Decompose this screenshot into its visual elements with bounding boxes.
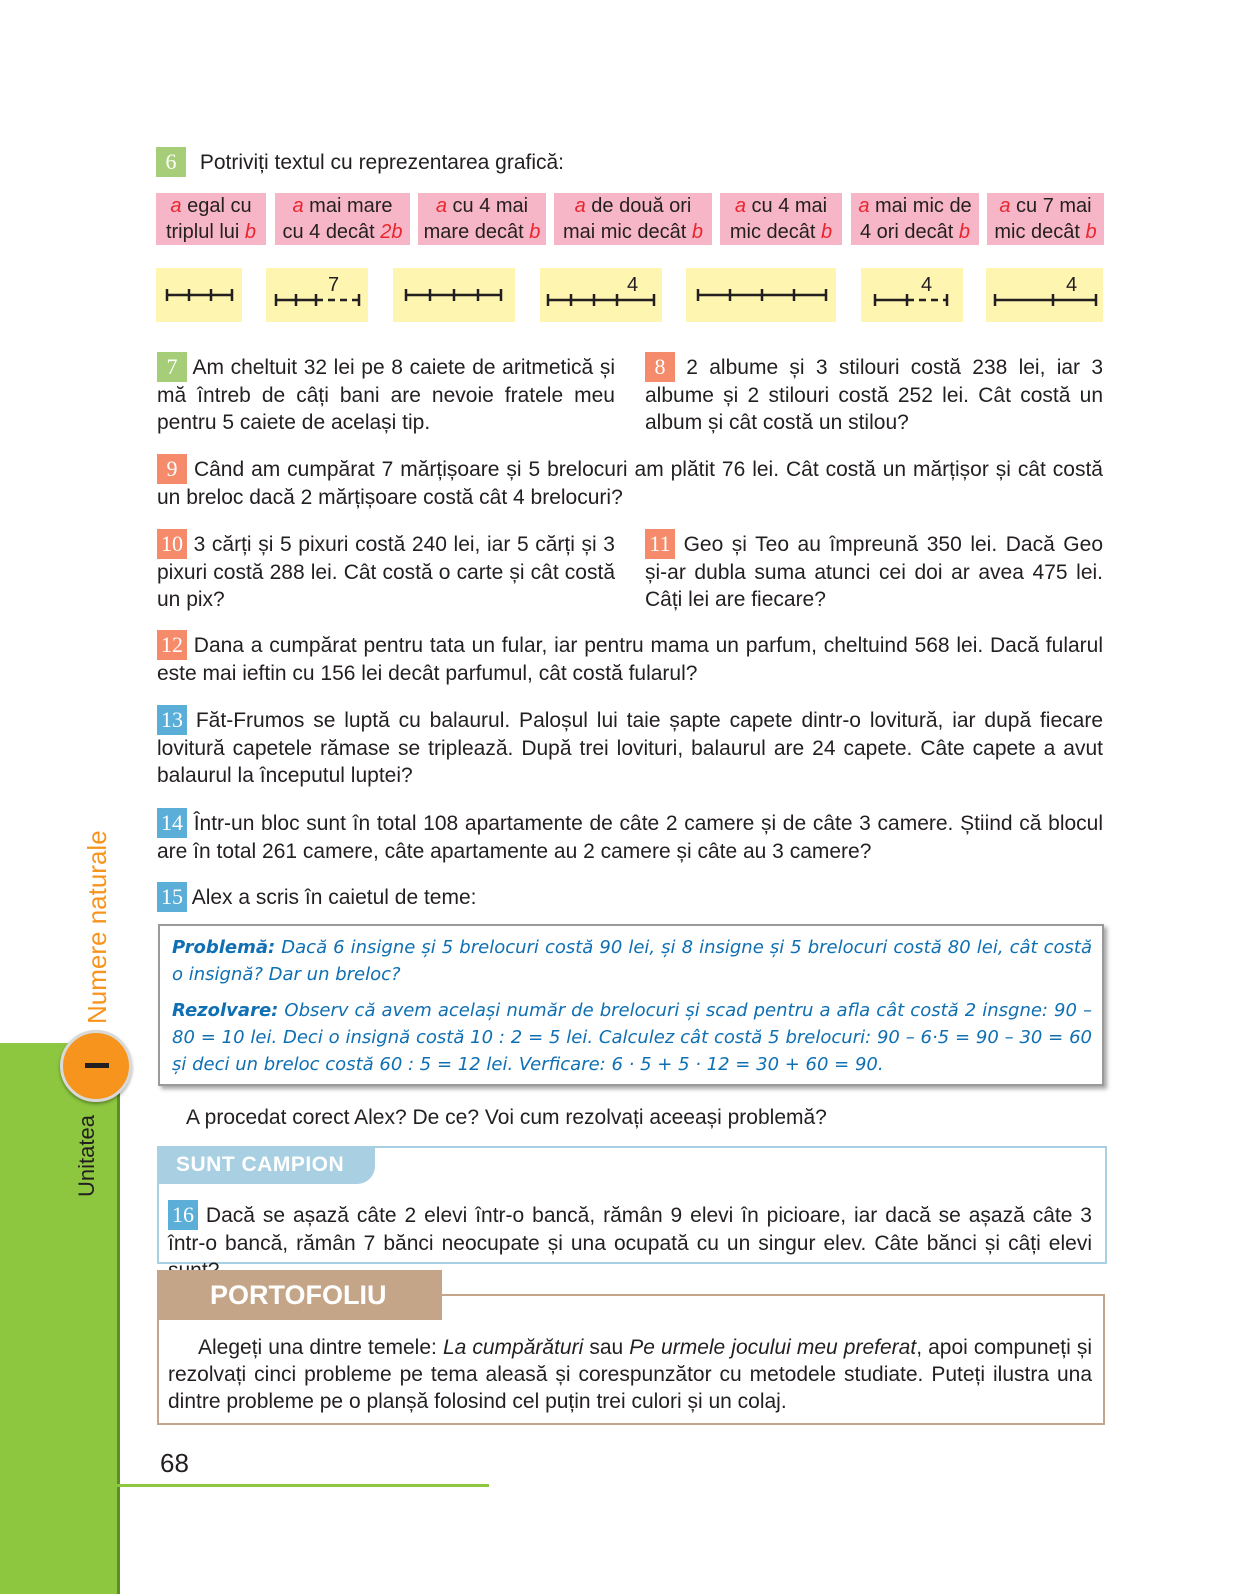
unit-numeral-glyph bbox=[85, 1063, 109, 1068]
exercise-text: Într-un bloc sunt în total 108 apartamente de câte 2 camere și de câte 3 camere. Știind că blocul are în total 261 camere, câte apartamente au 2 camere și câte au 3 camere? bbox=[157, 812, 1104, 863]
segment-diagram-drawing bbox=[266, 268, 368, 322]
unit-number-badge bbox=[60, 1030, 132, 1102]
segment-label: 4 bbox=[921, 274, 933, 296]
exercise-15 bbox=[157, 882, 1103, 912]
segment-diagram-drawing bbox=[686, 268, 836, 322]
exercise-text: Dana a cumpărat pentru tata un fular, iar pentru mama un parfum, cheltuind 568 lei. Dacă fularul este mai ieftin cu 156 lei decât parfumul, cât costă fularul? bbox=[157, 634, 1103, 685]
portfolio-title: PORTOFOLIU bbox=[210, 1280, 387, 1310]
segment-diagram-drawing bbox=[156, 268, 242, 322]
segment-diagram-drawing bbox=[861, 268, 963, 322]
segment-label: 4 bbox=[1066, 274, 1078, 296]
segment-label: 7 bbox=[328, 274, 340, 296]
exercise-number: 9 bbox=[157, 454, 187, 484]
relation-card: a mai mic de 4 ori decât b bbox=[851, 193, 979, 245]
unit-side-band bbox=[0, 1043, 117, 1594]
exercise-text: 3 cărți și 5 pixuri costă 240 lei, iar 5 cărți și 3 pixuri costă 288 lei. Cât costă o carte și cât costă un pix? bbox=[157, 533, 615, 611]
relation-card: a cu 4 mai mic decât b bbox=[720, 193, 842, 245]
segment-diagram bbox=[156, 268, 242, 322]
exercise-11 bbox=[645, 529, 1103, 613]
segment-label: 4 bbox=[627, 274, 639, 296]
relation-card: a de două ori mai mic decât b bbox=[554, 193, 712, 245]
exercise-13 bbox=[157, 705, 1103, 789]
theme-1: La cumpărături bbox=[442, 1336, 584, 1359]
homework-problem bbox=[172, 934, 1092, 988]
exercise-6 bbox=[156, 147, 564, 177]
unit-label: Unitatea bbox=[74, 1115, 99, 1197]
exercise-prompt: Potriviți textul cu reprezentarea grafică: bbox=[199, 151, 565, 174]
exercise-14 bbox=[157, 808, 1103, 865]
segment-diagram-drawing bbox=[393, 268, 515, 322]
relation-card: a mai mare cu 4 decât 2b bbox=[275, 193, 410, 245]
relation-card: a egal cu triplul lui b bbox=[156, 193, 266, 245]
exercise-text: Geo și Teo au împreună 350 lei. Dacă Geo și-ar dubla suma atunci cei doi ar avea 475 lei. Câți lei are fiecare? bbox=[645, 533, 1103, 611]
footer-rule bbox=[117, 1484, 489, 1487]
exercise-text: 2 albume și 3 stilouri costă 238 lei, iar 3 albume și 2 stilouri costă 252 lei. Cât costă un album și cât costă un stilou? bbox=[645, 356, 1104, 434]
exercise-8 bbox=[645, 352, 1103, 436]
problem-label: Problemă: bbox=[172, 937, 276, 958]
relation-card: a cu 7 mai mic decât b bbox=[987, 193, 1104, 245]
segment-diagram bbox=[540, 268, 662, 322]
segment-diagram bbox=[986, 268, 1103, 322]
exercise-number: 13 bbox=[157, 705, 187, 735]
relation-card: a cu 4 mai mare decât b bbox=[418, 193, 546, 245]
homework-notebook-box bbox=[158, 924, 1104, 1086]
segment-diagram bbox=[686, 268, 836, 322]
exercise-number: 15 bbox=[157, 882, 187, 912]
exercise-number: 12 bbox=[157, 630, 187, 660]
exercise-9 bbox=[157, 454, 1103, 511]
exercise-7 bbox=[157, 352, 615, 436]
exercise-text: Alex a scris în caietul de teme: bbox=[191, 886, 477, 909]
theme-2: Pe urmele jocului meu preferat bbox=[629, 1336, 917, 1359]
exercise-number: 14 bbox=[157, 808, 187, 838]
exercise-text: Făt-Frumos se luptă cu balaurul. Paloșul lui taie șapte capete dintr-o lovitură, iar după fiecare lovitură capetele rămase se triplează. După trei lovituri, balaurul are 24 capete. Câte capete a avut balaurul la începutul luptei? bbox=[157, 709, 1103, 787]
page-number: 68 bbox=[160, 1448, 189, 1478]
exercise-text: Dacă se așază câte 2 elevi într-o bancă, rămân 9 elevi în picioare, iar dacă se așază câte 3 într-o bancă, rămân 7 bănci neocupate și una ocupată cu un singur elev. Câte bănci și câți elevi bbox=[168, 1204, 1092, 1255]
homework-solution bbox=[172, 997, 1092, 1078]
exercise-text: Am cheltuit 32 lei pe 8 caiete de aritmetică și mă întreb de câți bani are nevoie fratele meu pentru 5 caiete de același tip. bbox=[157, 356, 615, 434]
segment-diagram-drawing bbox=[540, 268, 662, 322]
exercise-number: 10 bbox=[157, 529, 187, 559]
segment-diagram bbox=[393, 268, 515, 322]
segment-diagram bbox=[861, 268, 963, 322]
solution-label: Rezolvare: bbox=[172, 1000, 279, 1021]
segment-diagram bbox=[266, 268, 368, 322]
exercise-10 bbox=[157, 529, 615, 613]
portfolio-text: Alegeți una dintre temele: La cumpărături sau Pe urmele jocului meu preferat, apoi compuneți și rezolvați cinci probleme pe tema aleasă și corespunzător cu metodele studiate. Puteți ilustra una dintre probleme pe o planșă folosind cel puțin trei culori și un colaj. bbox=[168, 1336, 1092, 1413]
unit-side-band-edge bbox=[117, 1043, 120, 1594]
exercise-12 bbox=[157, 630, 1103, 687]
chapter-title: Numere naturale bbox=[82, 830, 112, 1024]
solution-text: Observ că avem același număr de brelocuri și scad pentru a afla cât costă 2 insgne: 90 – 80 = 10 lei. Deci o insignă costă 10 : 2 = 5 lei. Calculez cât costă 5 brelocuri: 90 – 6·5 = 90 – 30 = 60 și deci un breloc costă 60 : 5 = 12 lei. Verficare: 6 · 5 + 5 · 12 = 30 + 60 = 90. bbox=[172, 1000, 1092, 1075]
problem-text: Dacă 6 insigne și 5 brelocuri costă 90 lei, și 8 insigne și 5 brelocuri costă 80 lei, cât costă o insignă? Dar un breloc? bbox=[172, 937, 1092, 985]
segment-diagram-drawing bbox=[986, 268, 1103, 322]
exercise-number: 6 bbox=[156, 147, 186, 177]
exercise-number: 11 bbox=[645, 529, 675, 559]
exercise-number: 16 bbox=[168, 1200, 198, 1230]
champion-title: SUNT CAMPION bbox=[176, 1153, 345, 1176]
exercise-15-question: A procedat corect Alex? De ce? Voi cum rezolvați aceeași problemă? bbox=[186, 1106, 827, 1129]
exercise-number: 7 bbox=[157, 352, 187, 382]
exercise-text: Când am cumpărat 7 mărțișoare și 5 brelocuri am plătit 76 lei. Cât costă un mărțișor și cât costă un breloc dacă 2 mărțișoare costă cât 4 brelocuri? bbox=[157, 458, 1103, 509]
exercise-number: 8 bbox=[645, 352, 675, 382]
